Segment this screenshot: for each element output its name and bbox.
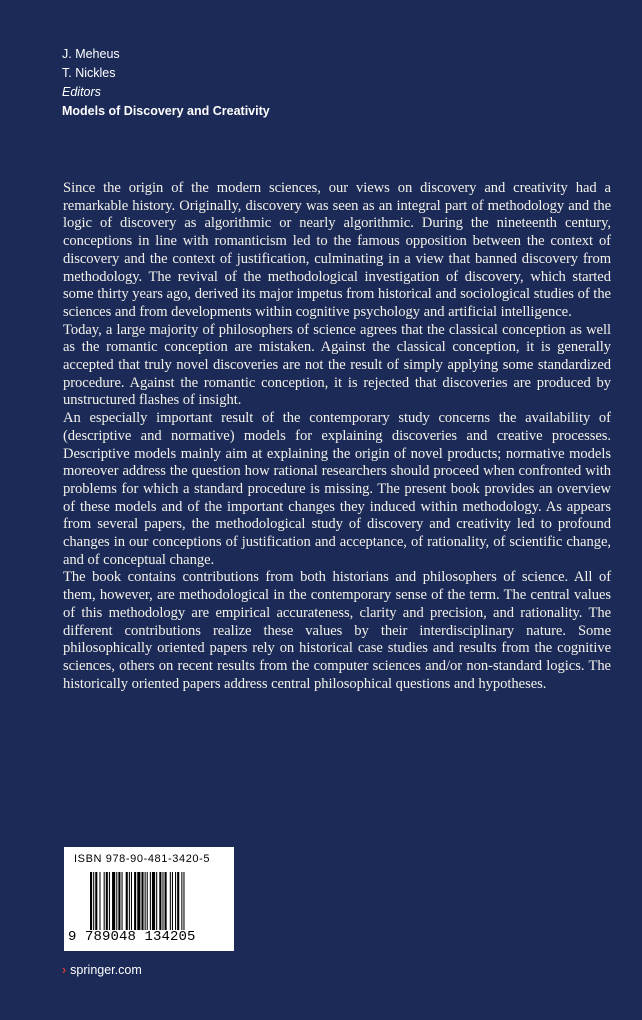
paragraph: An especially important result of the contemporary study concerns the availability of (descriptive and normative) models for explaining discoveries and creative processes. Descriptive models mainly aim at explaining the origin of novel products; normative models moreover address the question how rational researchers should proceed when confronted with problems for which a standard procedure is missing. The present book provides an overview of these models and of the important changes they induced within methodology. As appears from several papers, the methodological study of discovery and creativity led to profound changes in our conceptions of justification and acceptance, of rationality, of scientific change, and of conceptual change. [63,410,611,568]
editors-label: Editors [62,85,101,99]
paragraph: The book contains contributions from both historians and philosophers of science. All of them, however, are methodological in the contemporary sense of the term. The central values of this methodology are empirical accurateness, clarity and precision, and rationality. The different contributions realize these values by their interdisciplinary nature. Some philosophically oriented papers rely on historical case studies and results from the cognitive sciences, others on recent results from the computer sciences and/or non-standard logics. The historically oriented papers address central philosophical questions and hypotheses. [63,569,611,692]
barcode-box [64,847,234,951]
publisher-link[interactable] [62,963,142,977]
blurb-text [63,180,611,693]
barcode-icon [90,872,220,930]
isbn-label: ISBN 978-90-481-3420-5 [74,853,211,865]
barcode-number: 9 789048 134205 [68,929,196,945]
cover-header [62,45,270,121]
editor-name: J. Meheus [62,47,120,61]
chevron-right-icon: › [62,963,67,977]
paragraph: Since the origin of the modern sciences, our views on discovery and creativity had a remarkable history. Originally, discovery was seen as an integral part of methodology and the logic of discovery as algorithmic or nearly algorithmic. During the nineteenth century, conceptions in line with romanticism led to the famous opposition between the context of discovery and the context of justification, culminating in a view that banned discovery from methodology. The revival of the methodological investigation of discovery, which started some thirty years ago, derived its major impetus from historical and sociological studies of the sciences and from developments within cognitive psychology and artificial intelligence. [63,180,611,320]
editor-name: T. Nickles [62,66,116,80]
book-title: Models of Discovery and Creativity [62,104,270,118]
paragraph: Today, a large majority of philosophers of science agrees that the classical conception as well as the romantic conception are mistaken. Against the classical conception, it is generally accepted that truly novel discoveries are not the result of simply applying some standardized procedure. Against the romantic conception, it is rejected that discoveries are produced by unstructured flashes of insight. [63,321,611,409]
publisher-site: springer.com [70,963,142,977]
